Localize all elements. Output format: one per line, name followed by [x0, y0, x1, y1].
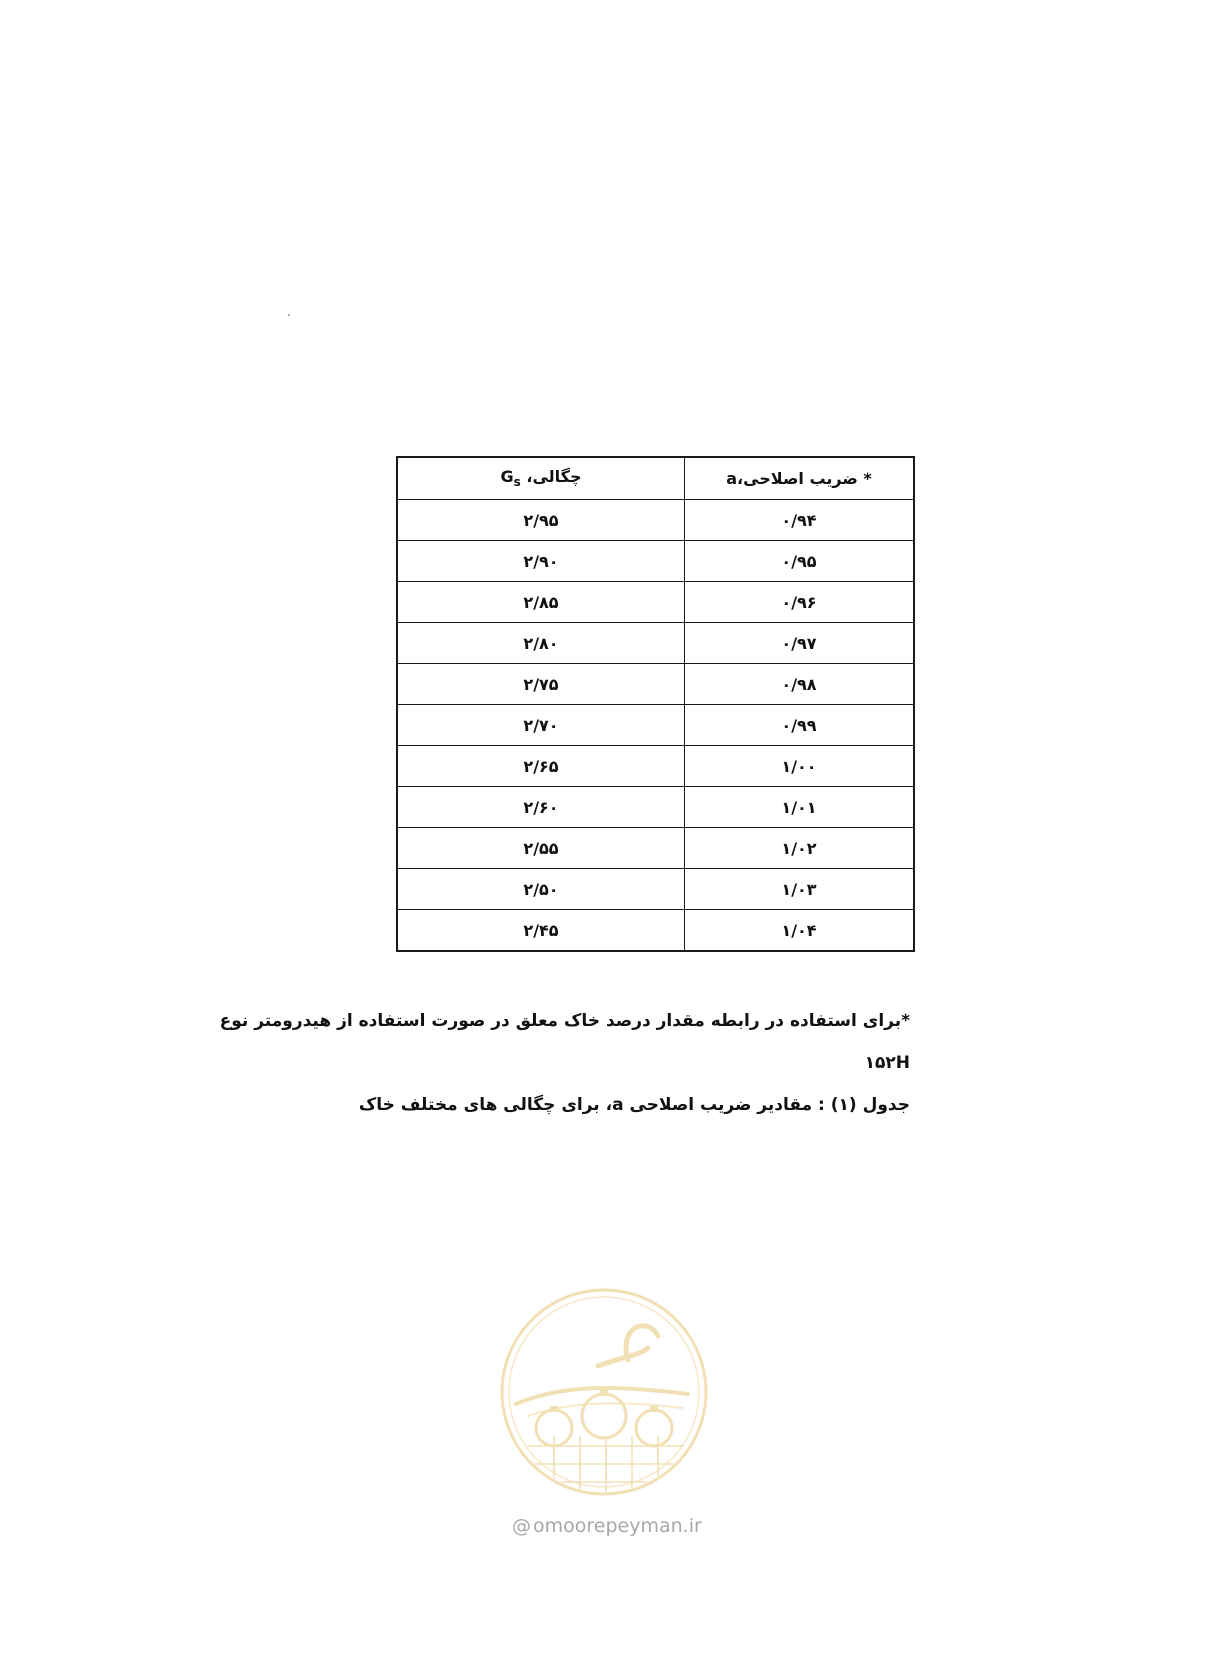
table-row	[397, 828, 914, 869]
table-row	[397, 869, 914, 910]
gs-subscript: s	[513, 475, 521, 490]
cell-correction-factor: ۰/۹۷	[684, 623, 914, 664]
cell-specific-gravity: ۲/۷۰	[397, 705, 684, 746]
header-correction-label: ضریب اصلاحی،a	[726, 469, 858, 488]
cell-specific-gravity: ۲/۹۰	[397, 541, 684, 582]
cell-specific-gravity: ۲/۶۵	[397, 746, 684, 787]
cell-correction-factor: ۰/۹۶	[684, 582, 914, 623]
footnote-line-1: *برای استفاده در رابطه مقدار درصد خاک معلق در صورت استفاده از هیدرومتر نوع	[219, 1011, 910, 1031]
gs-symbol: $G_s$	[500, 467, 521, 490]
header-correction-factor	[684, 457, 914, 500]
cell-specific-gravity: ۲/۴۵	[397, 910, 684, 952]
cell-specific-gravity: ۲/۹۵	[397, 500, 684, 541]
cell-specific-gravity: ۲/۸۰	[397, 623, 684, 664]
header-specific-gravity-label: چگالی،	[526, 467, 582, 487]
table-row	[397, 500, 914, 541]
table-row	[397, 623, 914, 664]
cell-specific-gravity: ۲/۷۵	[397, 664, 684, 705]
watermark-logo	[498, 1286, 710, 1498]
table-header-row	[397, 457, 914, 500]
at-icon: @	[512, 1515, 531, 1537]
cell-specific-gravity: ۲/۵۰	[397, 869, 684, 910]
cell-specific-gravity: ۲/۶۰	[397, 787, 684, 828]
correction-factor-table	[396, 456, 915, 952]
table-row	[397, 787, 914, 828]
cell-correction-factor: ۱/۰۲	[684, 828, 914, 869]
cell-correction-factor: ۱/۰۴	[684, 910, 914, 952]
table-row	[397, 664, 914, 705]
cell-correction-factor: ۱/۰۰	[684, 746, 914, 787]
cell-correction-factor: ۱/۰۳	[684, 869, 914, 910]
table-row	[397, 746, 914, 787]
table-row	[397, 541, 914, 582]
cell-specific-gravity: ۲/۸۵	[397, 582, 684, 623]
stray-dot	[288, 314, 290, 316]
table-row	[397, 705, 914, 746]
watermark-site-text: omoorepeyman.ir	[533, 1515, 702, 1537]
table-row	[397, 582, 914, 623]
cell-correction-factor: ۰/۹۴	[684, 500, 914, 541]
cell-correction-factor: ۰/۹۵	[684, 541, 914, 582]
table-row	[397, 910, 914, 952]
header-specific-gravity	[397, 457, 684, 500]
footnote-line-2: ۱۵۲H	[864, 1053, 910, 1073]
cell-correction-factor: ۱/۰۱	[684, 787, 914, 828]
watermark-site-url	[512, 1515, 712, 1537]
header-correction-marker: *	[863, 469, 872, 488]
cell-correction-factor: ۰/۹۸	[684, 664, 914, 705]
table-caption: جدول (۱) : مقادیر ضریب اصلاحی a، برای چگالی های مختلف خاک	[358, 1095, 910, 1115]
cell-specific-gravity: ۲/۵۵	[397, 828, 684, 869]
cell-correction-factor: ۰/۹۹	[684, 705, 914, 746]
